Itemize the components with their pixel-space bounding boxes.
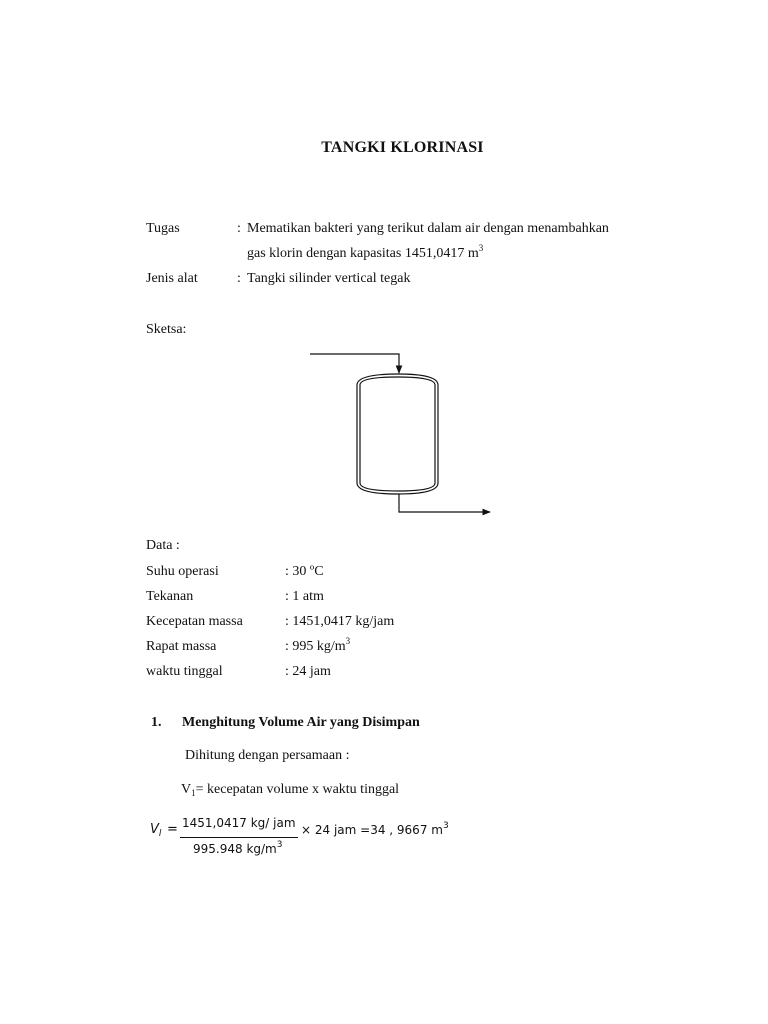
fraction-bar [180,837,298,838]
data-row-value: : 24 jam [285,664,331,679]
data-row-value: : 1451,0417 kg/jam [285,614,395,629]
tugas-separator: : [237,221,241,236]
formula-definition: $V_1=$ kecepatan volume x waktu tinggal [181,782,400,798]
jenis-alat-value: Tangki silinder vertical tegak [247,271,411,286]
tugas-line-2: gas klorin dengan kapasitas 1451,0417 $m^3$ [247,243,484,261]
data-row-label: Suhu operasi [146,564,219,579]
jenis-alat-label: Jenis alat [146,271,198,286]
equation-numerator: 1451,0417 kg/ jam [182,816,296,830]
formula-intro: Dihitung dengan persamaan : [185,748,350,763]
sketsa-label: Sketsa: [146,322,187,337]
section-heading: Menghitung Volume Air yang Disimpan [182,715,420,730]
section-number: 1. [151,715,162,730]
page-title: TANGKI KLORINASI [321,139,484,156]
tank-vessel [357,374,438,494]
equation-result: × 24 jam =34 , 9667 $m^3$ [301,821,449,837]
outlet-arrow [399,494,490,512]
inlet-arrow [310,354,399,373]
tugas-label: Tugas [146,221,180,236]
data-row-value: : 995 $kg/m^3$ [285,636,351,654]
jenis-alat-separator: : [237,271,241,286]
data-row-label: Tekanan [146,589,194,604]
data-row-label: Kecepatan massa [146,614,243,629]
data-row-value: : 1 atm [285,589,324,604]
equation-denominator: 995.948 $kg/m^3$ [193,840,283,856]
data-heading: Data : [146,538,180,553]
data-row-label: waktu tinggal [146,664,223,679]
tugas-line-1: Mematikan bakteri yang terikut dalam air dengan menambahkan [247,221,609,236]
data-row-label: Rapat massa [146,639,217,654]
equation-lhs: $V_l$ [150,822,162,839]
equation-equals: = [167,822,178,837]
data-row-value: : 30 ºC [285,564,324,579]
